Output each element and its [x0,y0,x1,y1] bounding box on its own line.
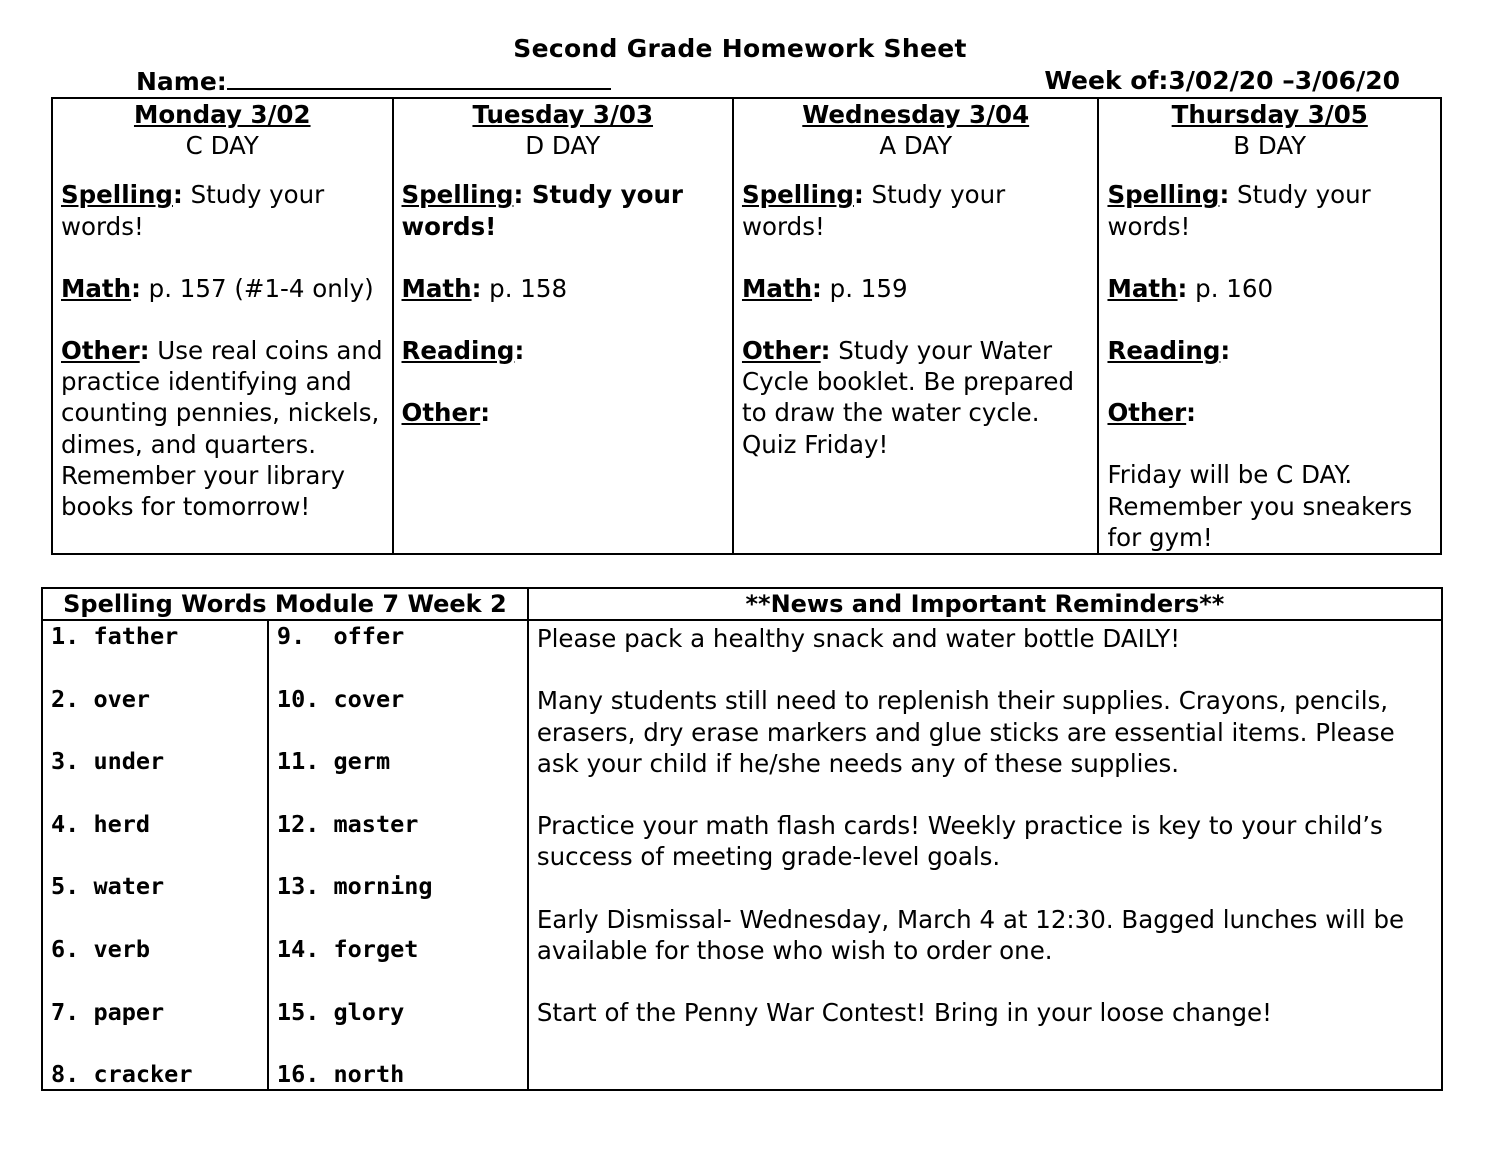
other-entry: Other: [1107,398,1196,428]
math-text: p. 158 [481,273,568,303]
spelling-word: 6. verb [51,934,151,963]
spelling-label: Spelling [401,180,514,210]
spelling-text: Study your words! [401,180,683,241]
day-name: Monday 3/02 [133,100,311,129]
day-letter: B DAY [1233,131,1307,161]
math-text: p. 157 (#1-4 only) [140,273,374,303]
spelling-column-1 [42,620,268,1090]
day-name: Wednesday 3/04 [802,100,1030,129]
spelling-word: 13. morning [276,872,433,901]
reading-label: Reading [401,336,515,366]
spelling-label: Spelling [741,180,854,210]
spelling-entry: Spelling: Study your words! [741,180,1006,241]
other-label: Other [1107,398,1187,428]
spelling-word: 12. master [276,809,419,838]
day-letter: A DAY [879,131,953,161]
news-item: Start of the Penny War Contest! Bring in your loose change! [536,998,1272,1028]
spelling-text: Study your words! [741,180,1006,241]
math-entry: Math: p. 160 [1107,273,1274,303]
spelling-text: Study your words! [1107,180,1371,241]
math-label: Math [741,273,813,303]
day-column-wednesday [733,98,1099,554]
math-label: Math [61,273,132,303]
name-blank-line[interactable] [227,66,611,90]
spelling-word: 8. cracker [51,1060,193,1089]
other-entry: Other: Study your Water Cycle booklet. Be prepared to draw the water cycle. Quiz Friday! [741,336,1075,459]
reading-entry: Reading: [1107,336,1231,366]
spelling-word: 16. north [276,1060,405,1089]
other-entry: Other: Use real coins and practice identifying and counting pennies, nickels, dimes, and quarters. [61,336,383,459]
day-name: Thursday 3/05 [1171,100,1368,129]
news-item: Please pack a healthy snack and water bottle DAILY! [536,624,1181,653]
spelling-word: 3. under [51,747,165,776]
other-entry: Other: [401,398,490,428]
spelling-label: Spelling [61,180,173,210]
reading-entry: Reading: [401,336,525,366]
spelling-word: 15. glory [276,997,405,1026]
math-text: p. 160 [1187,273,1274,303]
name-field[interactable] [136,66,611,96]
spelling-entry: Spelling: Study your words! [61,180,325,241]
spelling-word: 1. father [51,622,179,650]
math-entry: Math: p. 158 [401,273,568,303]
spelling-text: Study your words! [61,180,325,241]
spelling-words-header: Spelling Words Module 7 Week 2 [42,588,528,620]
math-text: p. 159 [821,273,908,303]
day-letter: D DAY [525,131,601,161]
other-label: Other [401,398,481,428]
reminder-text: Remember your library books for tomorrow! [61,460,345,522]
spelling-word: 5. water [51,872,165,901]
day-letter: C DAY [185,131,259,161]
reminder-text: Friday will be C DAY. Remember you sneakers for gym! [1107,460,1413,552]
other-text: Use real coins and practice identifying and counting pennies, nickels, dimes, and quarters. [61,336,383,459]
spelling-word: 9. offer [276,622,405,650]
spelling-word: 14. forget [276,934,419,963]
news-reminders [528,620,1442,1090]
spelling-entry: Spelling: Study your words! [1107,180,1371,241]
spelling-word: 10. cover [276,684,405,713]
page-title: Second Grade Homework Sheet [513,34,967,63]
spelling-label: Spelling [1107,180,1220,210]
day-column-tuesday [393,98,733,554]
math-entry: Math: p. 159 [741,273,908,303]
reading-label: Reading [1107,336,1221,366]
day-column-thursday [1098,98,1441,554]
other-label: Other [741,336,821,366]
news-item: Early Dismissal- Wednesday, March 4 at 12:30. Bagged lunches will be available for those who wish to order one. [536,904,1405,965]
other-text: Study your Water Cycle booklet. Be prepared to draw the water cycle. Quiz Friday! [741,336,1075,459]
spelling-word: 7. paper [51,997,165,1026]
other-label: Other [61,336,140,366]
name-label: Name: [136,67,227,96]
spelling-entry: Spelling: Study your words! [401,180,683,241]
spelling-word: 11. germ [276,747,391,776]
day-column-monday [52,98,393,554]
news-header: **News and Important Reminders** [528,588,1442,620]
spelling-word: 2. over [51,684,151,713]
math-label: Math [1107,273,1178,303]
week-of-label: Week of:3/02/20 –3/06/20 [1044,66,1400,95]
spelling-column-2 [268,620,528,1090]
news-item: Practice your math flash cards! Weekly practice is key to your child’s success of meeting grade-level goals. [536,811,1383,872]
spelling-word: 4. herd [51,809,151,838]
news-item: Many students still need to replenish their supplies. Crayons, pencils, erasers, dry erase markers and glue sticks are essential items. Please ask your child if he/she needs any of these supplies. [536,686,1395,778]
daily-homework-table [51,97,1442,555]
spelling-and-news-table [41,587,1443,1091]
math-label: Math [401,273,472,303]
math-entry: Math: p. 157 (#1-4 only) [61,273,374,303]
day-name: Tuesday 3/03 [472,100,654,129]
